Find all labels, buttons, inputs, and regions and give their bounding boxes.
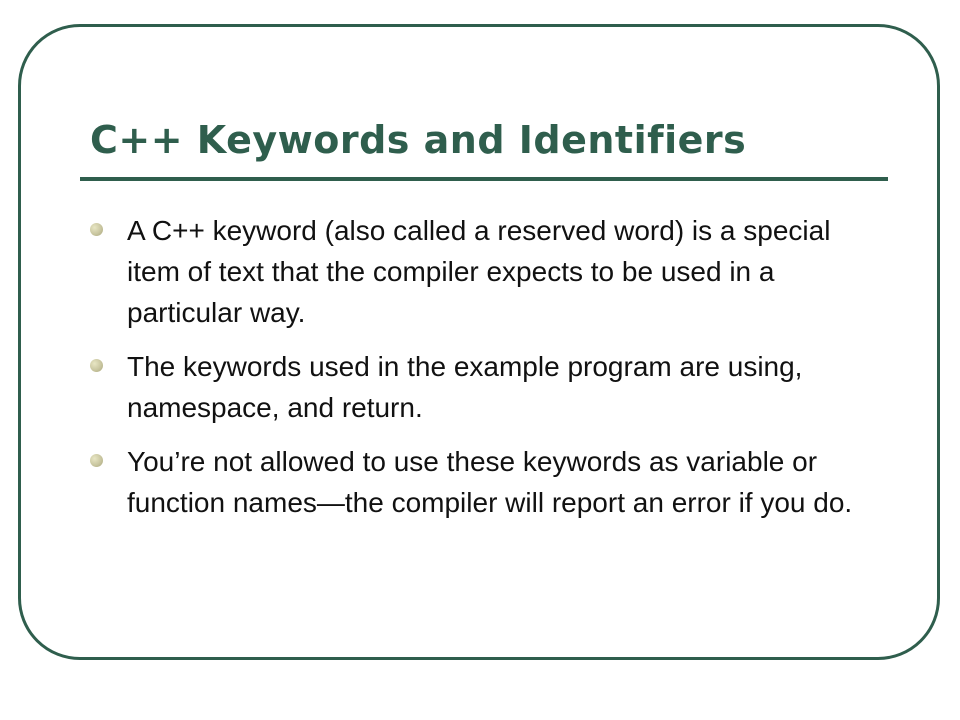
- bullet-text: A C++ keyword (also called a reserved word) is a special item of text that the compiler expects to be used in a particular way.: [127, 215, 831, 328]
- bullet-dot-icon: [90, 454, 103, 467]
- bullet-text: You’re not allowed to use these keywords as variable or function names—the compiler will report an error if you do.: [127, 446, 853, 518]
- bullet-list: [90, 210, 860, 536]
- bullet-item-example-keywords: [90, 346, 860, 428]
- title-underline: [80, 177, 888, 181]
- bullet-text: The keywords used in the example program are using, namespace, and return.: [127, 351, 803, 423]
- bullet-item-keyword-definition: [90, 210, 860, 333]
- bullet-item-usage-restriction: [90, 441, 860, 523]
- bullet-dot-icon: [90, 359, 103, 372]
- slide-title: C++ Keywords and Identifiers: [90, 118, 747, 162]
- bullet-dot-icon: [90, 223, 103, 236]
